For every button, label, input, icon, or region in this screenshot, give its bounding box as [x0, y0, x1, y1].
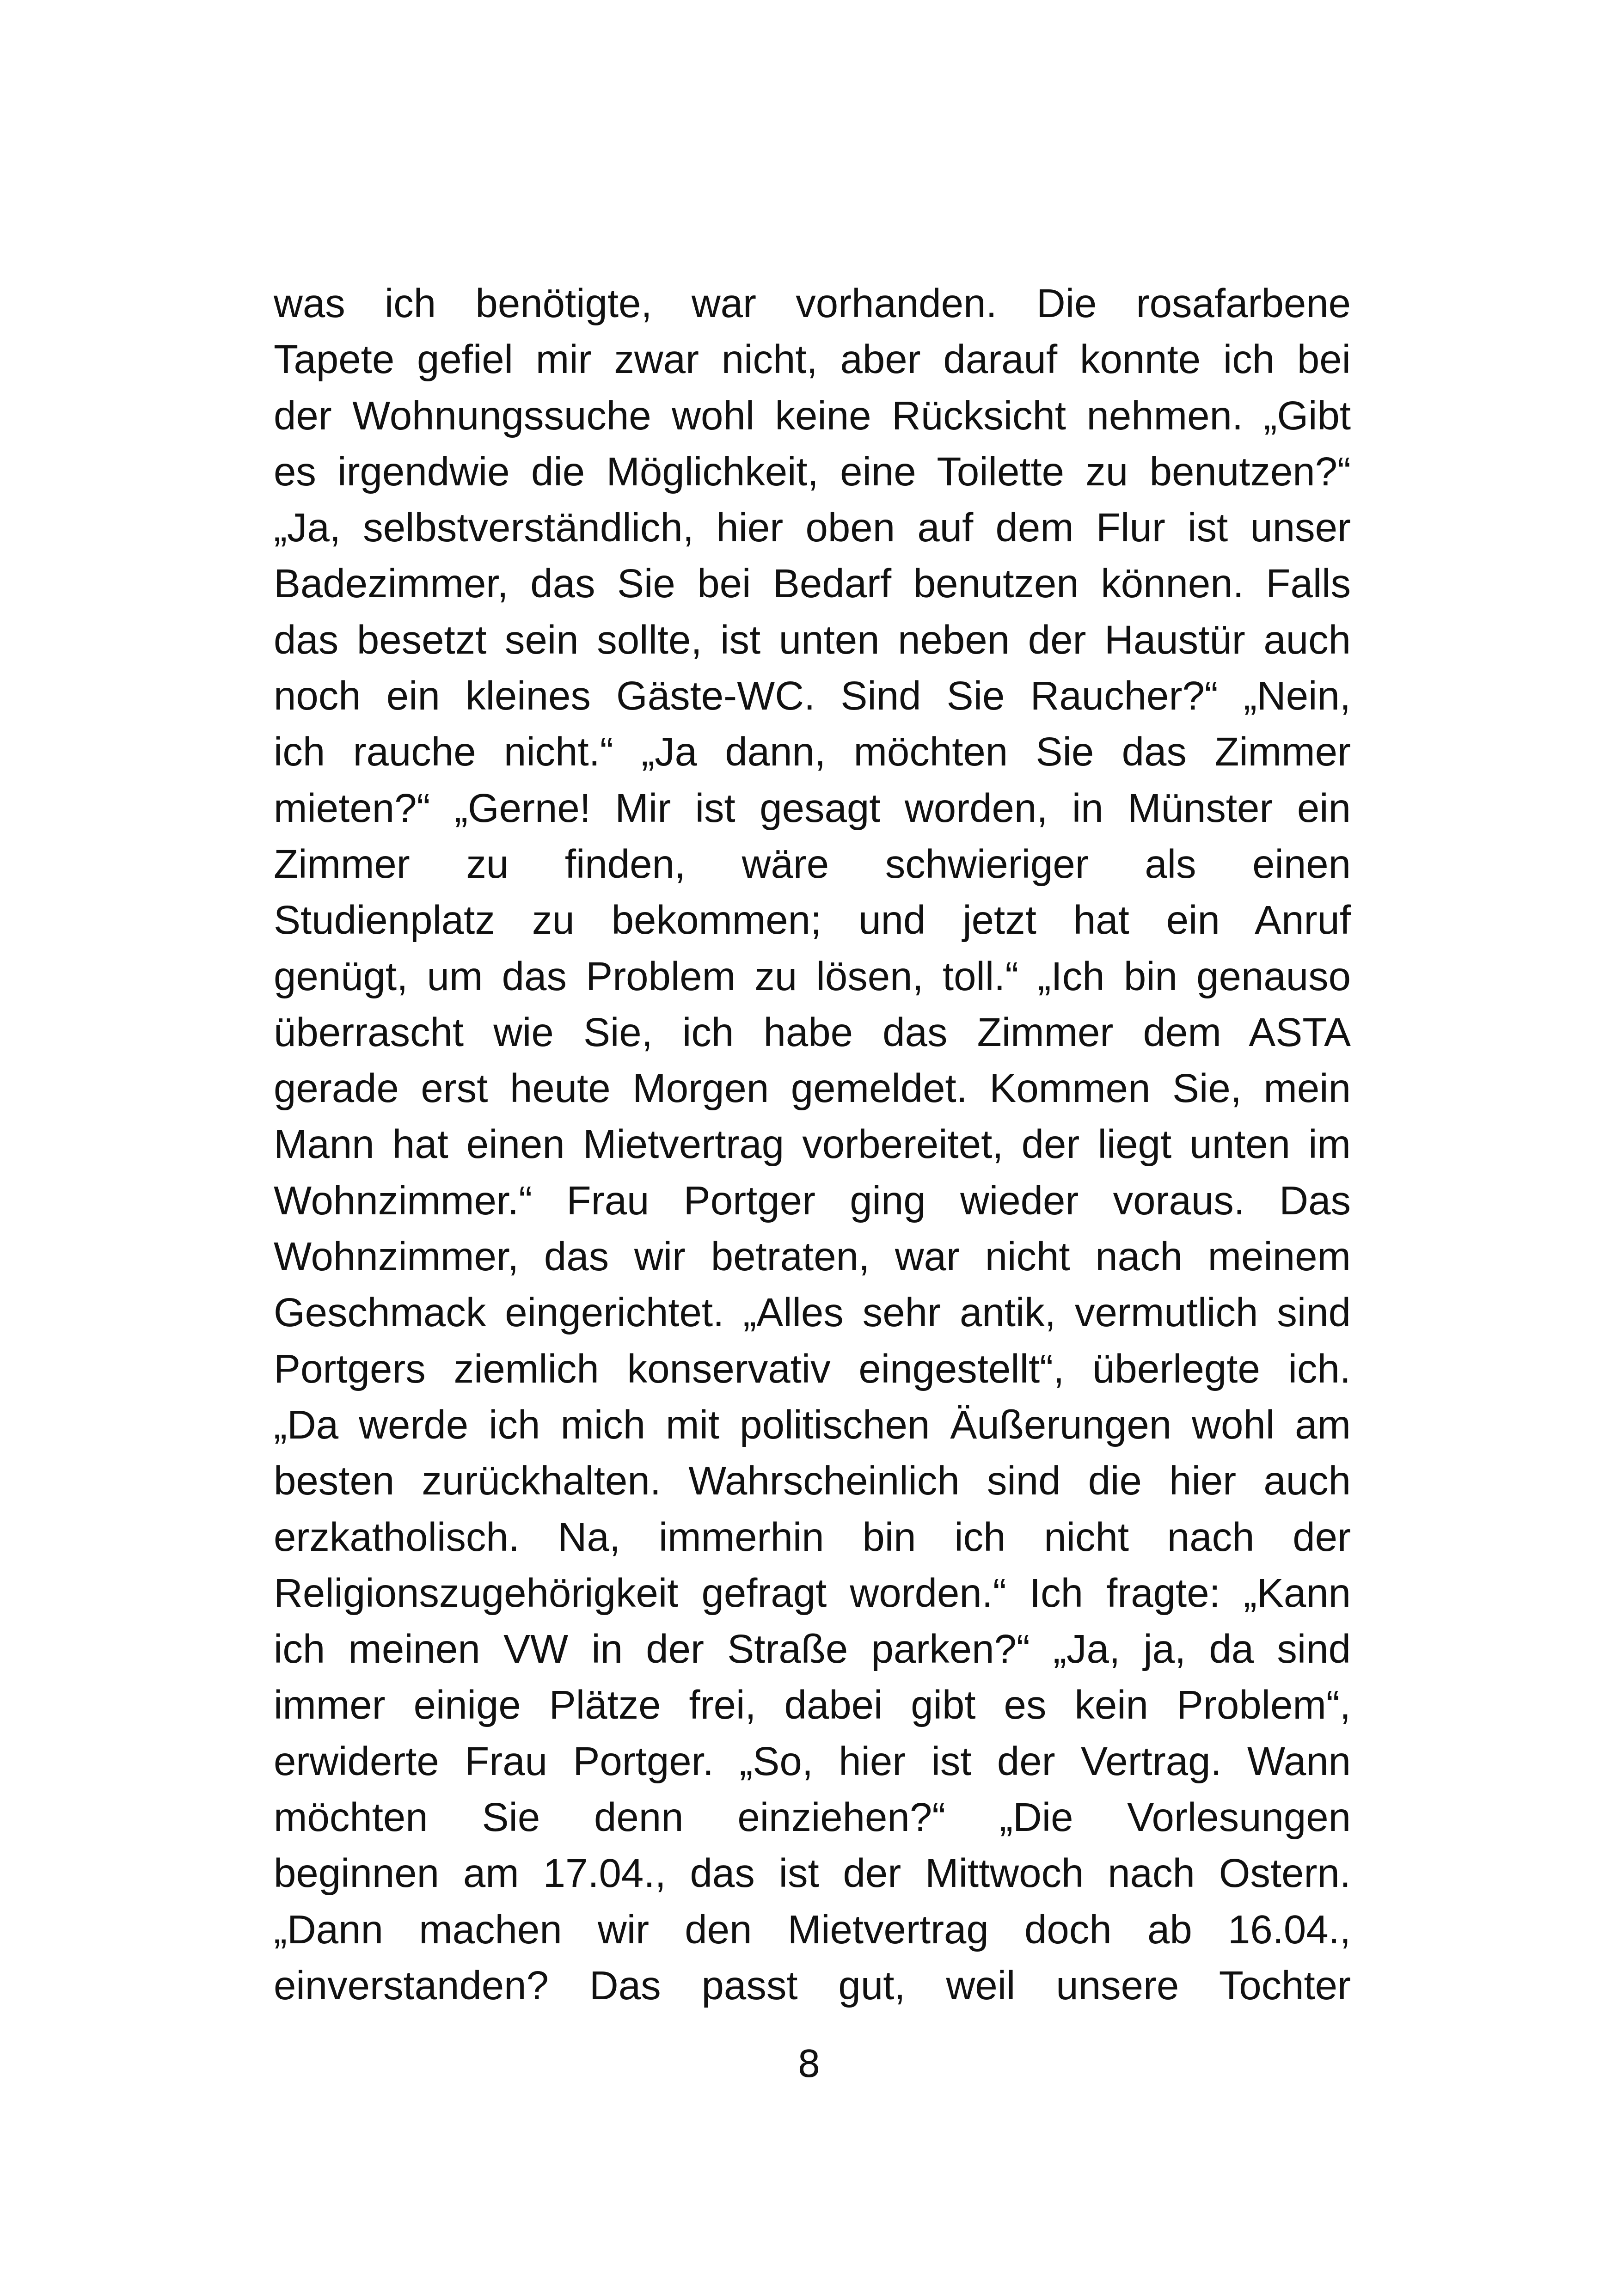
text-line: Mann hat einen Mietvertrag vorbereitet, der liegt unten im — [274, 1122, 1351, 1167]
text-line: Badezimmer, das Sie bei Bedarf benutzen können. Falls — [274, 561, 1351, 606]
text-line: gerade erst heute Morgen gemeldet. Kommen Sie, mein — [274, 1066, 1351, 1111]
body-text — [274, 276, 1351, 2014]
text-line: besten zurückhalten. Wahrscheinlich sind die hier auch — [274, 1458, 1351, 1504]
text-line: erzkatholisch. Na, immerhin bin ich nicht nach der — [274, 1514, 1351, 1560]
text-line: ich rauche nicht.“ „Ja dann, möchten Sie das Zimmer — [274, 729, 1351, 775]
text-line: „Ja, selbstverständlich, hier oben auf dem Flur ist unser — [274, 505, 1351, 551]
text-line: genügt, um das Problem zu lösen, toll.“ „Ich bin genauso — [274, 954, 1351, 999]
text-line: Geschmack eingerichtet. „Alles sehr antik, vermutlich sind — [274, 1290, 1351, 1335]
text-line: das besetzt sein sollte, ist unten neben der Haustür auch — [274, 617, 1351, 662]
text-line: immer einige Plätze frei, dabei gibt es kein Problem“, — [274, 1683, 1351, 1728]
text-line: Wohnzimmer, das wir betraten, war nicht nach meinem — [274, 1234, 1351, 1280]
text-line: beginnen am 17.04., das ist der Mittwoch nach Ostern. — [274, 1851, 1351, 1896]
text-line: Tapete gefiel mir zwar nicht, aber darauf konnte ich bei — [274, 337, 1351, 382]
text-line: „Dann machen wir den Mietvertrag doch ab 16.04., — [274, 1907, 1351, 1952]
text-line: überrascht wie Sie, ich habe das Zimmer dem ASTA — [274, 1010, 1351, 1055]
text-line: einverstanden? Das passt gut, weil unsere Tochter — [274, 1963, 1351, 2008]
text-line: noch ein kleines Gäste-WC. Sind Sie Raucher?“ „Nein, — [274, 673, 1351, 719]
text-line: Wohnzimmer.“ Frau Portger ging wieder voraus. Das — [274, 1178, 1351, 1223]
text-line: erwiderte Frau Portger. „So, hier ist der Vertrag. Wann — [274, 1739, 1351, 1784]
text-line: mieten?“ „Gerne! Mir ist gesagt worden, in Münster ein — [274, 785, 1351, 831]
text-line: möchten Sie denn einziehen?“ „Die Vorlesungen — [274, 1795, 1351, 1840]
text-line: was ich benötigte, war vorhanden. Die rosafarbene — [274, 281, 1351, 326]
page-number: 8 — [797, 2043, 821, 2086]
text-line: Zimmer zu finden, wäre schwieriger als einen — [274, 841, 1351, 887]
text-line: ich meinen VW in der Straße parken?“ „Ja, ja, da sind — [274, 1627, 1351, 1672]
text-line: es irgendwie die Möglichkeit, eine Toilette zu benutzen?“ — [274, 449, 1351, 494]
text-line: Religionszugehörigkeit gefragt worden.“ Ich fragte: „Kann — [274, 1570, 1351, 1616]
text-line: Studienplatz zu bekommen; und jetzt hat ein Anruf — [274, 898, 1351, 943]
text-line: Portgers ziemlich konservativ eingestellt“, überlegte ich. — [274, 1346, 1351, 1391]
text-line: „Da werde ich mich mit politischen Äußerungen wohl am — [274, 1402, 1351, 1447]
text-line: der Wohnungssuche wohl keine Rücksicht nehmen. „Gibt — [274, 393, 1351, 438]
